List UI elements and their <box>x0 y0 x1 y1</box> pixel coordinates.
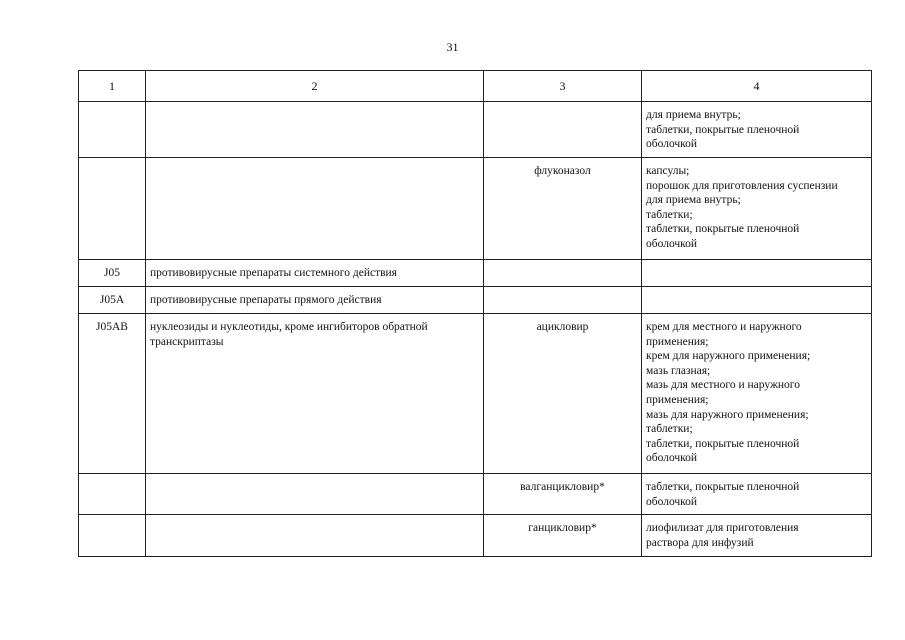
page-number: 31 <box>446 40 459 54</box>
table-row <box>79 102 872 158</box>
atc-group-cell <box>146 158 484 260</box>
dosage-forms-cell <box>642 515 872 557</box>
table-row <box>79 515 872 557</box>
dosage-form-line: оболочкой <box>646 138 698 151</box>
header-col-1: 1 <box>79 71 146 102</box>
dosage-form-line: крем для наружного применения; <box>646 350 811 363</box>
dosage-form-line: мазь для местного и наружного <box>646 379 800 392</box>
atc-group-cell: противовирусные препараты системного действия <box>146 260 484 287</box>
atc-code-cell <box>79 158 146 260</box>
dosage-form-line: применения; <box>646 335 709 348</box>
dosage-form-line: оболочкой <box>646 237 698 250</box>
atc-group-cell <box>146 515 484 557</box>
dosage-form-line: лиофилизат для приготовления <box>646 522 799 534</box>
dosage-form-line: применения; <box>646 393 709 406</box>
atc-group-cell: противовирусные препараты прямого действия <box>146 287 484 314</box>
drug-name-cell: ацикловир <box>484 314 642 474</box>
table-row <box>79 158 872 260</box>
table-row <box>79 474 872 515</box>
dosage-form-line: капсулы; <box>646 165 690 177</box>
atc-group-cell: нуклеозиды и нуклеотиды, кроме ингибиторов обратной транскриптазы <box>146 314 484 474</box>
dosage-forms-cell <box>642 260 872 287</box>
dosage-forms-cell <box>642 314 872 474</box>
atc-group-cell <box>146 474 484 515</box>
atc-code-cell <box>79 474 146 515</box>
dosage-form-line: таблетки, покрытые пленочной <box>646 123 800 136</box>
atc-code-cell <box>79 102 146 158</box>
dosage-forms-cell <box>642 102 872 158</box>
dosage-form-line: оболочкой <box>646 495 698 508</box>
dosage-form-line: порошок для приготовления суспензии <box>646 179 838 192</box>
dosage-forms-cell <box>642 158 872 260</box>
dosage-form-line: таблетки, покрытые пленочной <box>646 223 800 236</box>
drug-name-cell: валганцикловир* <box>484 474 642 515</box>
drug-name-cell <box>484 260 642 287</box>
header-col-2: 2 <box>146 71 484 102</box>
dosage-form-line: раствора для инфузий <box>646 536 754 549</box>
drug-name-cell: ганцикловир* <box>484 515 642 557</box>
dosage-form-line: для приема внутрь; <box>646 194 741 207</box>
table-row <box>79 260 872 287</box>
table-body <box>79 102 872 557</box>
dosage-form-line: таблетки; <box>646 423 693 436</box>
dosage-form-line: таблетки, покрытые пленочной <box>646 437 800 450</box>
atc-code-cell: J05A <box>79 287 146 314</box>
table-header-row <box>79 71 872 102</box>
atc-code-cell: J05 <box>79 260 146 287</box>
dosage-form-line: для приема внутрь; <box>646 109 741 121</box>
atc-code-cell <box>79 515 146 557</box>
drug-table <box>78 70 872 557</box>
drug-name-cell: флуконазол <box>484 158 642 260</box>
drug-name-cell <box>484 102 642 158</box>
header-col-4: 4 <box>642 71 872 102</box>
table-header <box>79 71 872 102</box>
table-row <box>79 287 872 314</box>
dosage-form-line: мазь для наружного применения; <box>646 408 809 421</box>
atc-group-cell <box>146 102 484 158</box>
dosage-form-line: таблетки, покрытые пленочной <box>646 481 800 493</box>
dosage-form-line: крем для местного и наружного <box>646 321 802 333</box>
dosage-forms-cell <box>642 287 872 314</box>
header-col-3: 3 <box>484 71 642 102</box>
atc-code-cell: J05AB <box>79 314 146 474</box>
table-row <box>79 314 872 474</box>
dosage-forms-cell <box>642 474 872 515</box>
dosage-form-line: мазь глазная; <box>646 364 711 377</box>
dosage-form-line: таблетки; <box>646 208 693 221</box>
dosage-form-line: оболочкой <box>646 452 698 465</box>
drug-name-cell <box>484 287 642 314</box>
